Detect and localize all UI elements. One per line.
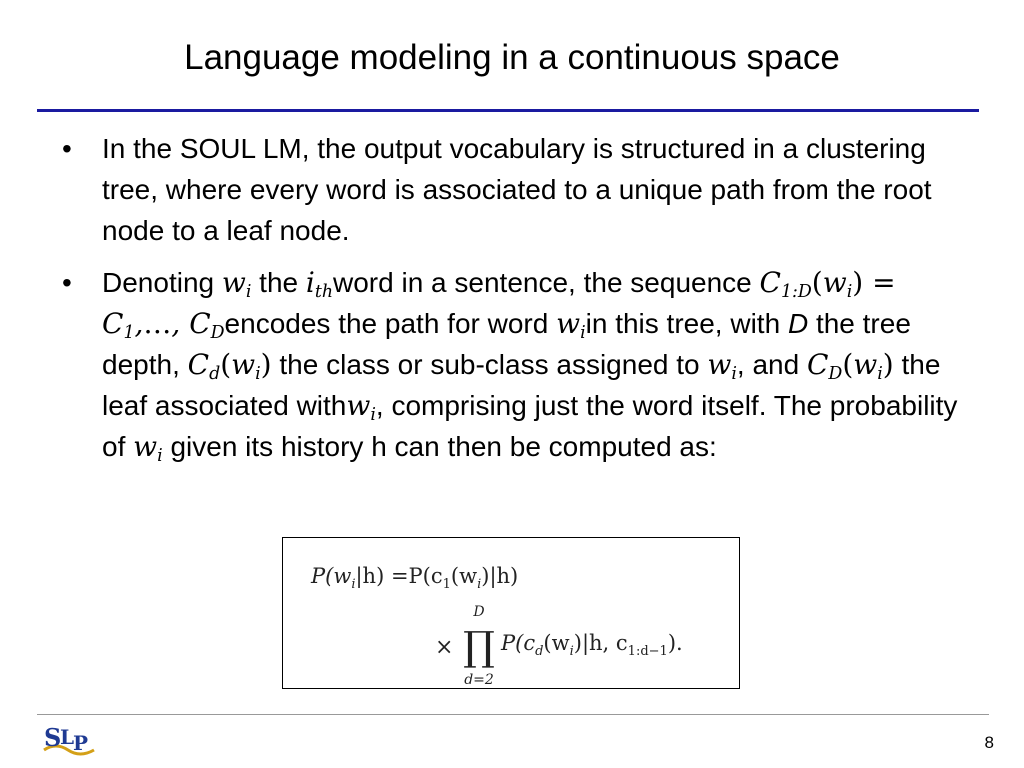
svg-text:S: S bbox=[44, 723, 62, 752]
math-c-D: $C_D(w_i)$ bbox=[806, 348, 894, 384]
product-symbol: ∏ bbox=[463, 624, 495, 670]
bullet-text-2h: , and bbox=[736, 349, 807, 380]
bullet-text-2i: the leaf associated with bbox=[102, 349, 941, 421]
bullet-marker: • bbox=[62, 133, 72, 164]
bullet-item-1 bbox=[62, 128, 967, 251]
bullet-text-2d: encodes the path for word bbox=[224, 308, 557, 339]
math-D: D bbox=[787, 308, 809, 339]
slp-logo-icon bbox=[40, 720, 98, 760]
bullet-text-2c: word in a sentence, the sequence bbox=[333, 267, 760, 298]
bullet-text-2e: in this tree, with bbox=[585, 308, 788, 339]
bullet-marker: • bbox=[62, 267, 72, 298]
math-w-i: $w_i$ bbox=[556, 307, 586, 343]
bullet-text-2g: the class or sub-class assigned to bbox=[271, 349, 708, 380]
product-lower-limit: d=2 bbox=[464, 672, 494, 688]
slide-title: Language modeling in a continuous space bbox=[184, 38, 840, 77]
math-c-d: $C_d(w_i)$ bbox=[187, 348, 272, 384]
bullet-text-2j: , comprising just the word itself. The probability of bbox=[102, 390, 958, 462]
svg-text:P: P bbox=[73, 731, 89, 755]
title-divider bbox=[37, 109, 979, 112]
math-w-i: $w_i$ bbox=[346, 389, 376, 425]
math-i-th: $i_{th}$ bbox=[305, 266, 334, 302]
slide-body bbox=[62, 128, 967, 478]
math-w-i: $w_i$ bbox=[707, 348, 737, 384]
bullet-text-2k: given its history h can then be computed as: bbox=[162, 431, 717, 462]
math-sequence: $C_{1:D}(w_i)$ = $C_1,\dots$, $C_D$ bbox=[102, 266, 896, 343]
bullet-item-2 bbox=[62, 262, 967, 467]
slp-logo bbox=[40, 720, 98, 760]
svg-text:L: L bbox=[60, 725, 75, 749]
bullet-text-2b: the bbox=[251, 267, 306, 298]
formula-line-1: $P(w_i|h) =P(c_1(w_i)|h)$ bbox=[311, 564, 519, 592]
probability-formula bbox=[282, 537, 740, 689]
bullet-text-2f: the tree depth, bbox=[102, 308, 911, 380]
times-symbol: × bbox=[435, 635, 454, 660]
formula-line-2: $P(c_d(w_i)|h$, $c_{1:d-1}$). bbox=[501, 631, 683, 659]
bullet-text-1: In the SOUL LM, the output vocabulary is structured in a clustering tree, where every word is associated to a unique path from the root node to a leaf node. bbox=[102, 133, 932, 246]
formula-graphic bbox=[283, 538, 741, 690]
footer-divider bbox=[37, 714, 989, 715]
math-w-i: $w_i$ bbox=[221, 266, 252, 302]
bullet-text-2a: Denoting bbox=[102, 267, 222, 298]
product-upper-limit: D bbox=[473, 604, 485, 620]
page-number: 8 bbox=[984, 733, 994, 752]
math-w-i: $w_i$ bbox=[133, 430, 163, 466]
